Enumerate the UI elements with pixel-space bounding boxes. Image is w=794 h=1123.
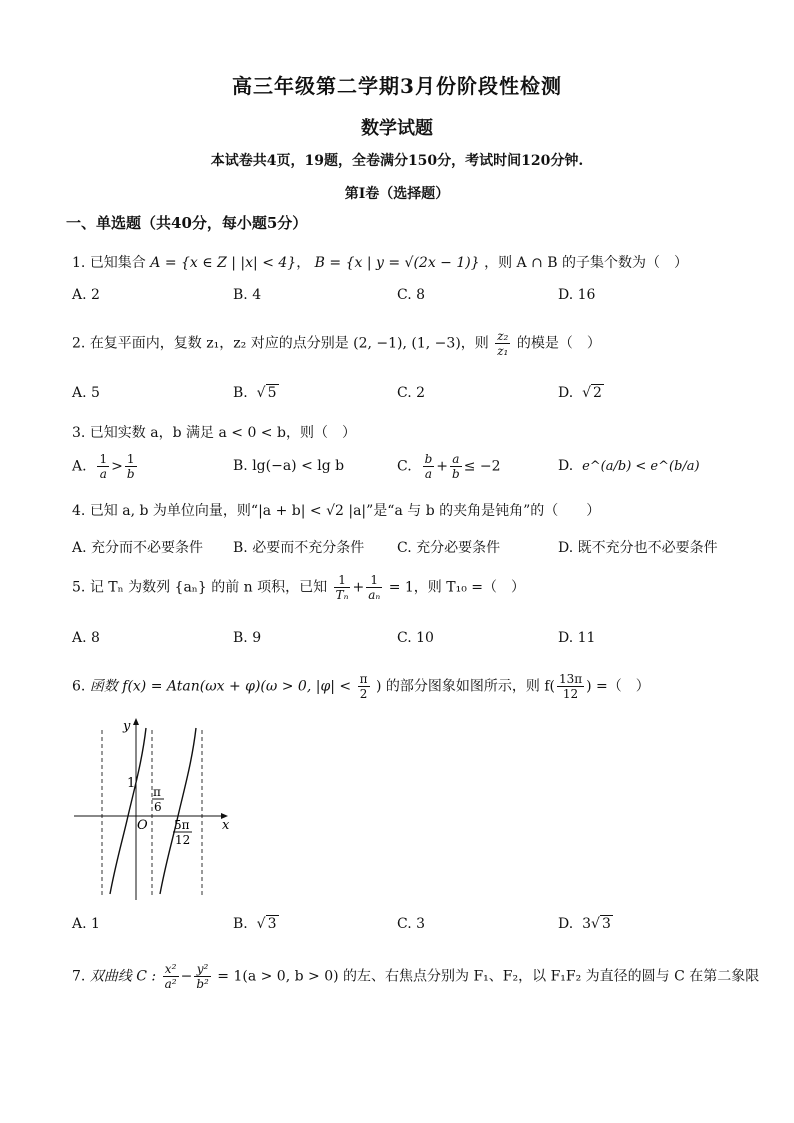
tan-branch-1 <box>110 728 146 894</box>
question-5: 5. 记 Tₙ 为数列 {aₙ} 的前 n 项积，已知 $\frac{1}{\text{Tₙ}}$ + $\frac{1}{\text{aₙ}}$ = 1，则 T₁₀ =（ ） <box>72 573 525 602</box>
option-a: A. 1 <box>72 916 100 932</box>
origin-label: O <box>137 818 148 833</box>
option-b: B. 必要而不充分条件 <box>233 540 365 556</box>
exam-info: 本试卷共4页，19题，全卷满分150分，考试时间120分钟. <box>210 153 584 169</box>
pi6-den: 6 <box>154 800 162 814</box>
volume-title: 第I卷（选择题） <box>344 186 450 202</box>
p5-den: 12 <box>175 833 191 847</box>
option-b: B. √ 5 <box>233 385 277 401</box>
section-title: 一、单选题（共40分，每小题5分） <box>66 214 308 232</box>
question-3: 3. 已知实数 a，b 满足 a < 0 < b，则（ ） <box>72 425 356 441</box>
option-b: B. √ 3 <box>233 916 277 932</box>
pi6-num: π <box>153 785 161 799</box>
option-d: D. e^(a/b) < e^(b/a) <box>558 458 700 474</box>
option-b: B. 4 <box>233 287 262 303</box>
x-axis-label: x <box>222 818 230 833</box>
option-c: C. 8 <box>397 287 426 303</box>
option-b: B. lg(−a) < lg b <box>233 458 345 474</box>
option-d: D. 16 <box>558 287 596 303</box>
option-a: A. 5 <box>72 385 100 401</box>
option-c: C. 充分必要条件 <box>397 540 501 556</box>
question-1-options <box>72 287 732 307</box>
y-axis-label: y <box>123 719 131 734</box>
option-d: D. 11 <box>558 630 596 646</box>
y-axis-arrow <box>133 718 139 725</box>
option-b: B. 9 <box>233 630 262 646</box>
option-d: D. 既不充分也不必要条件 <box>558 540 718 556</box>
option-a: A. 8 <box>72 630 100 646</box>
option-d: D. 3√ 3 <box>558 916 611 932</box>
tangent-graph <box>70 712 240 902</box>
question-6-options <box>72 916 732 936</box>
question-2-options <box>72 385 732 405</box>
subject-title: 数学试题 <box>361 118 433 139</box>
option-c: C. $\frac{b}{a}$ + $\frac{a}{b}$ ≤ −2 <box>397 452 501 481</box>
option-a: A. $\frac{1}{a}$ > $\frac{1}{b}$ <box>72 452 135 481</box>
option-a: A. 充分而不必要条件 <box>72 540 204 556</box>
question-2: 2. 在复平面内，复数 z₁，z₂ 对应的点分别是 (2, −1), (1, −3)，则 $\frac{\text{z₂}}{\text{z₁}}$ 的模是（ ） <box>72 329 601 358</box>
question-4: 4. 已知 a, b 为单位向量，则“|a + b| < √2 |a|”是“a 与 b 的夹角是钝角”的（ ） <box>72 503 601 519</box>
option-c: C. 3 <box>397 916 426 932</box>
option-a: A. 2 <box>72 287 100 303</box>
question-3-options <box>72 452 732 482</box>
question-5-options <box>72 630 732 650</box>
tan-branch-2 <box>160 728 196 894</box>
option-d: D. √ 2 <box>558 385 602 401</box>
y-one-label: 1 <box>127 776 136 791</box>
question-7: 7. 双曲线 C : $\frac{\text{x²}}{\text{a²}}$ − $\frac{\text{y²}}{\text{b²}}$ = 1(a > 0, b > 0) 的左、右焦点分别为 F₁、F₂，以 F₁F₂ 为直径的圆与 C 在第二象限 <box>72 962 760 991</box>
question-6: 6. 函数 f(x) = Atan(ωx + φ)(ω > 0, |φ| < $\frac{\pi}{2}$ ) 的部分图象如图所示，则 f( $\frac{13\pi}{12}$ ) =（ ） <box>72 672 650 701</box>
question-4-options <box>72 537 732 557</box>
option-c: C. 10 <box>397 630 434 646</box>
p5-num: 5π <box>174 818 190 832</box>
question-1: 1. 已知集合 A = {x ∈ Z | |x| < 4}， B = {x | y = √(2x − 1)} ，则 A ∩ B 的子集个数为（ ） <box>72 255 689 271</box>
option-c: C. 2 <box>397 385 426 401</box>
exam-title: 高三年级第二学期3月份阶段性检测 <box>232 74 562 98</box>
